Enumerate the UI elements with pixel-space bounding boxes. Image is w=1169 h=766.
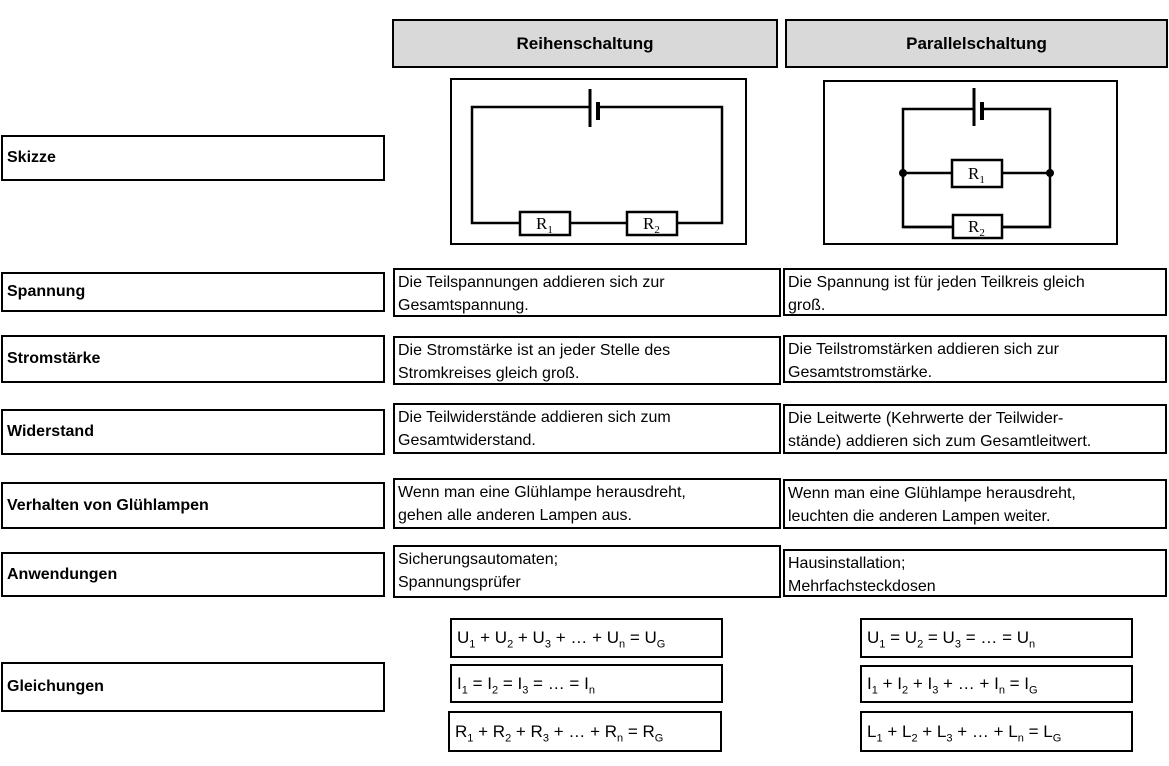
cell-line: Wenn man eine Glühlampe herausdreht, — [398, 484, 686, 501]
cell-line: gehen alle anderen Lampen aus. — [398, 507, 632, 524]
cell-line: Gesamtspannung. — [398, 297, 529, 314]
column-header-parallel-label: Parallelschaltung — [906, 33, 1047, 53]
cell-line: Die Spannung ist für jeden Teilkreis gleich — [788, 274, 1085, 291]
resistor-r2-label: R — [968, 217, 980, 236]
cell-resistance-parallel — [783, 404, 1167, 454]
cell-current-series — [393, 336, 781, 385]
cell-applications-series — [393, 545, 781, 598]
cell-voltage-series — [393, 268, 781, 317]
cell-line: Die Leitwerte (Kehrwerte der Teilwider- — [788, 410, 1064, 427]
cell-bulbs-parallel — [783, 479, 1167, 529]
resistor-r2-sub: 2 — [654, 224, 660, 236]
series-circuit-diagram — [452, 80, 745, 243]
equation-series-current — [450, 664, 723, 703]
row-label-resistance-text: Widerstand — [7, 423, 94, 440]
resistor-r1 — [952, 160, 1002, 187]
equation-text: $R_1 + R_2 + R_3$ + … + $R_n = R_G$ — [455, 721, 664, 744]
cell-line: Die Teilstromstärken addieren sich zur — [788, 341, 1059, 358]
cell-line: Stromkreises gleich groß. — [398, 365, 580, 382]
cell-current-parallel — [783, 335, 1167, 383]
cell-line: Wenn man eine Glühlampe herausdreht, — [788, 485, 1076, 502]
equation-series-voltage — [450, 618, 723, 658]
series-circuit-sketch — [450, 78, 747, 245]
equation-text: $I_1 = I_2 = I_3$ = … = $I_n$ — [457, 673, 595, 696]
resistor-r1 — [520, 212, 570, 236]
equation-text: $U_1 + U_2 + U_3$ + … + $U_n = U_G$ — [457, 628, 666, 651]
cell-line: Die Teilwiderstände addieren sich zum — [398, 409, 671, 426]
cell-applications-parallel — [783, 549, 1167, 597]
cell-line: Sicherungsautomaten; — [398, 551, 559, 568]
resistor-r2 — [627, 212, 677, 236]
resistor-r2-label: R — [643, 214, 655, 233]
battery-icon — [590, 89, 598, 127]
equation-series-resistance — [448, 711, 722, 752]
row-label-current-text: Stromstärke — [7, 350, 101, 367]
cell-voltage-parallel — [783, 268, 1167, 316]
resistor-r2 — [953, 215, 1002, 239]
cell-line: Hausinstallation; — [788, 555, 906, 572]
row-label-equations-text: Gleichungen — [7, 678, 104, 695]
cell-line: Die Teilspannungen addieren sich zur — [398, 274, 665, 291]
cell-line: Gesamtwiderstand. — [398, 432, 536, 449]
cell-resistance-series — [393, 403, 781, 454]
cell-line: stände) addieren sich zum Gesamtleitwert. — [788, 433, 1092, 450]
row-label-applications-text: Anwendungen — [7, 565, 118, 583]
row-label-sketch-text: Skizze — [7, 149, 56, 166]
column-header-parallel — [785, 19, 1168, 68]
cell-line: Die Stromstärke ist an jeder Stelle des — [398, 342, 671, 359]
row-label-resistance — [1, 409, 385, 455]
circuit-wires — [472, 107, 722, 223]
resistor-r1-label: R — [536, 214, 548, 233]
row-label-bulbs-text: Verhalten von Glühlampen — [7, 496, 209, 514]
cell-line: groß. — [788, 297, 826, 314]
resistor-r1-sub: 1 — [979, 174, 985, 186]
equation-text: $U_1 = U_2 = U_3$ = … = $U_n$ — [867, 628, 1036, 651]
battery-icon — [974, 88, 982, 126]
row-label-voltage — [1, 272, 385, 312]
equation-text: $I_1 + I_2 + I_3$ + … + $I_n = I_G$ — [867, 674, 1038, 697]
equation-parallel-conductance — [860, 711, 1133, 752]
row-label-sketch — [1, 135, 385, 181]
parallel-circuit-sketch — [823, 80, 1118, 245]
resistor-r1-sub: 1 — [547, 224, 553, 236]
cell-bulbs-series — [393, 478, 781, 529]
row-label-applications — [1, 552, 385, 597]
resistor-r1-label: R — [968, 164, 980, 183]
column-header-series — [392, 19, 778, 68]
parallel-circuit-diagram — [825, 82, 1116, 243]
equation-parallel-current — [860, 665, 1133, 703]
resistor-r2-sub: 2 — [979, 227, 985, 239]
row-label-bulbs — [1, 482, 385, 529]
equation-text: $L_1 + L_2 + L_3$ + … + $L_n = L_G$ — [867, 721, 1062, 744]
column-header-series-label: Reihenschaltung — [516, 33, 654, 53]
cell-line: Mehrfachsteckdosen — [788, 578, 936, 595]
cell-line: Gesamtstromstärke. — [788, 364, 933, 381]
equation-parallel-voltage — [860, 618, 1133, 658]
cell-line: leuchten die anderen Lampen weiter. — [788, 508, 1051, 525]
row-label-current — [1, 335, 385, 383]
row-label-equations — [1, 662, 385, 712]
cell-line: Spannungsprüfer — [398, 574, 521, 591]
row-label-voltage-text: Spannung — [7, 283, 86, 300]
